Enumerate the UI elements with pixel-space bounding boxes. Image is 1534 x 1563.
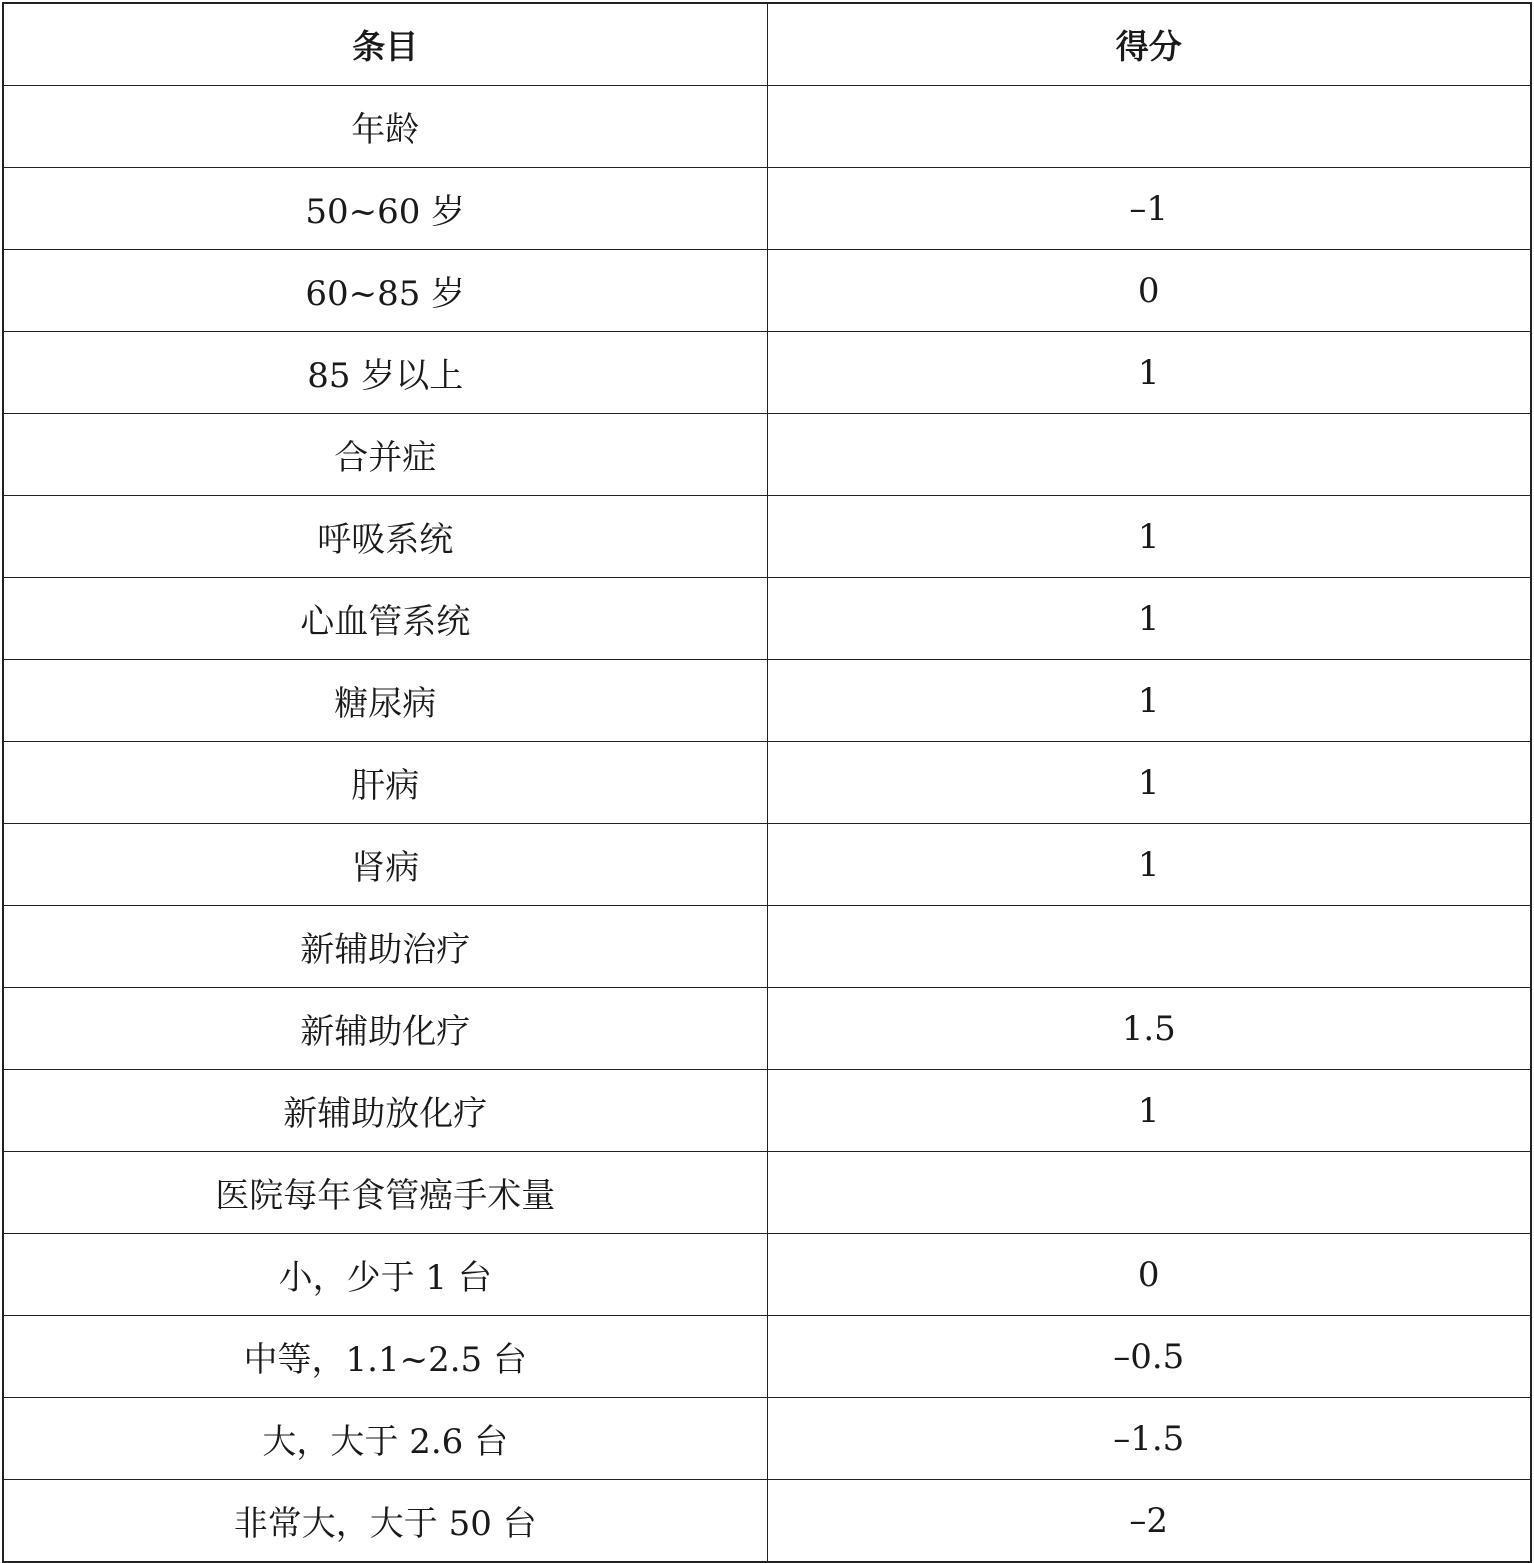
table-row	[3, 906, 1531, 988]
item-cell: 合并症	[3, 414, 767, 496]
item-cell: 医院每年食管癌手术量	[3, 1152, 767, 1234]
score-cell: 1	[767, 1070, 1531, 1152]
item-cell: 中等，1.1~2.5 台	[3, 1316, 767, 1398]
table-row	[3, 250, 1531, 332]
table-row	[3, 742, 1531, 824]
score-cell: 1.5	[767, 988, 1531, 1070]
item-cell: 85 岁以上	[3, 332, 767, 414]
item-cell: 新辅助治疗	[3, 906, 767, 988]
score-cell	[767, 414, 1531, 496]
item-cell: 新辅助化疗	[3, 988, 767, 1070]
item-cell: 非常大，大于 50 台	[3, 1480, 767, 1563]
item-cell: 小，少于 1 台	[3, 1234, 767, 1316]
score-cell: 1	[767, 332, 1531, 414]
score-cell: 1	[767, 824, 1531, 906]
score-cell: –1	[767, 168, 1531, 250]
item-cell: 60~85 岁	[3, 250, 767, 332]
table-row	[3, 1480, 1531, 1563]
table-row	[3, 660, 1531, 742]
score-cell: 0	[767, 1234, 1531, 1316]
item-cell: 心血管系统	[3, 578, 767, 660]
score-cell: –1.5	[767, 1398, 1531, 1480]
score-cell	[767, 906, 1531, 988]
table-row	[3, 578, 1531, 660]
table-row	[3, 1234, 1531, 1316]
header-item: 条目	[3, 3, 767, 86]
item-cell: 大，大于 2.6 台	[3, 1398, 767, 1480]
score-cell: 1	[767, 742, 1531, 824]
item-cell: 肝病	[3, 742, 767, 824]
table-row	[3, 332, 1531, 414]
item-cell: 肾病	[3, 824, 767, 906]
score-cell: 1	[767, 496, 1531, 578]
table-row	[3, 1070, 1531, 1152]
table-row	[3, 988, 1531, 1070]
item-cell: 呼吸系统	[3, 496, 767, 578]
item-cell: 新辅助放化疗	[3, 1070, 767, 1152]
score-cell: 1	[767, 660, 1531, 742]
score-table-container	[2, 2, 1530, 1545]
score-cell: –2	[767, 1480, 1531, 1563]
score-cell: 1	[767, 578, 1531, 660]
table-header-row	[3, 3, 1531, 86]
table-row	[3, 824, 1531, 906]
table-row	[3, 1152, 1531, 1234]
table-row	[3, 86, 1531, 168]
score-cell	[767, 1152, 1531, 1234]
item-cell: 年龄	[3, 86, 767, 168]
item-cell: 50~60 岁	[3, 168, 767, 250]
score-cell	[767, 86, 1531, 168]
score-cell: –0.5	[767, 1316, 1531, 1398]
table-row	[3, 168, 1531, 250]
header-score: 得分	[767, 3, 1531, 86]
table-row	[3, 496, 1531, 578]
score-table	[2, 2, 1532, 1563]
table-row	[3, 414, 1531, 496]
table-row	[3, 1316, 1531, 1398]
score-cell: 0	[767, 250, 1531, 332]
table-row	[3, 1398, 1531, 1480]
item-cell: 糖尿病	[3, 660, 767, 742]
